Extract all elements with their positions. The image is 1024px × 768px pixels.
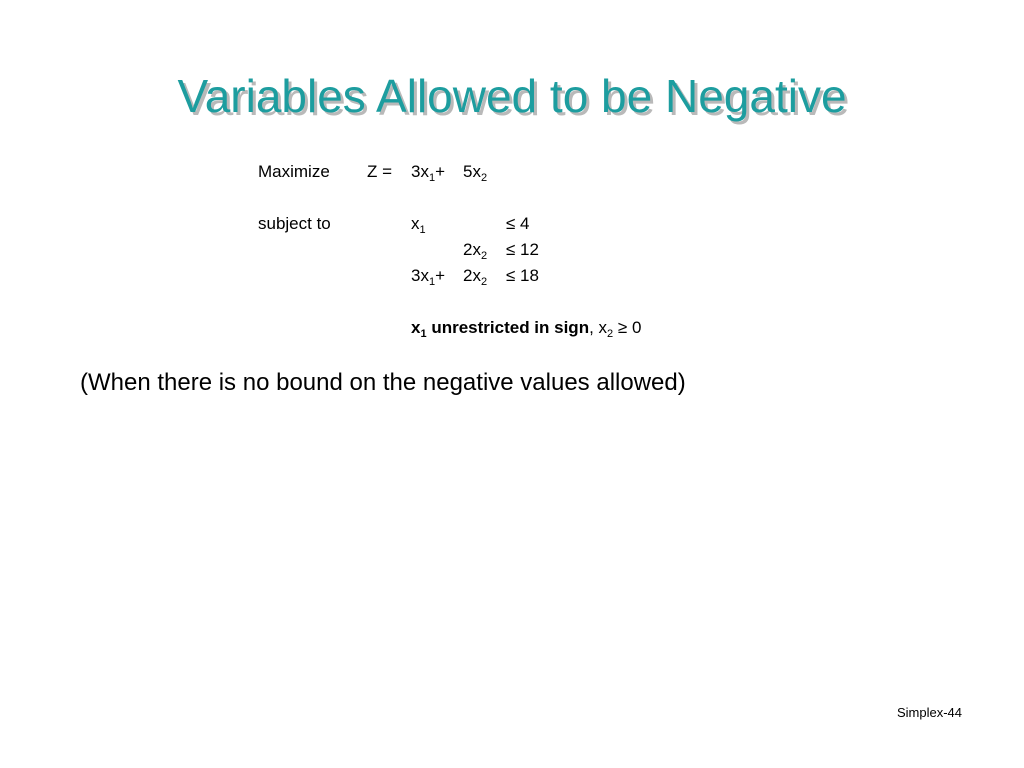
- constraint-1-term-1: $x_1$: [411, 214, 426, 236]
- note-text: (When there is no bound on the negative values allowed): [80, 369, 686, 396]
- constraint-1-rhs: ≤ 4: [506, 214, 530, 233]
- objective-term-2: $5x_2$: [463, 162, 488, 184]
- constraint-3-term-1: $3x_1+$: [411, 266, 446, 288]
- maximize-keyword: Maximize: [258, 162, 330, 181]
- constraint-3-rhs: ≤ 18: [506, 266, 539, 285]
- unrestricted-variable: $x_1$: [411, 318, 427, 340]
- unrestricted-label: unrestricted in sign: [431, 318, 590, 337]
- slide-title: Variables Allowed to be Negative: [177, 70, 847, 122]
- constraint-3-term-2: $2x_2$: [463, 266, 488, 288]
- nonnegative-variable: $x_2$: [598, 318, 614, 340]
- constraint-2-term-2: $2x_2$: [463, 240, 488, 262]
- sign-restriction: $x_1$ unrestricted in sign, $x_2 \ge 0$: [411, 318, 642, 340]
- nonnegative-label: ≥ 0: [617, 318, 642, 337]
- objective-lhs: Z =: [367, 162, 393, 181]
- slide-number-label: Simplex-44: [896, 705, 962, 720]
- constraint-2-rhs: ≤ 12: [506, 240, 539, 259]
- objective-term-1: $3x_1+$: [411, 162, 446, 184]
- subject-to-keyword: subject to: [258, 214, 331, 233]
